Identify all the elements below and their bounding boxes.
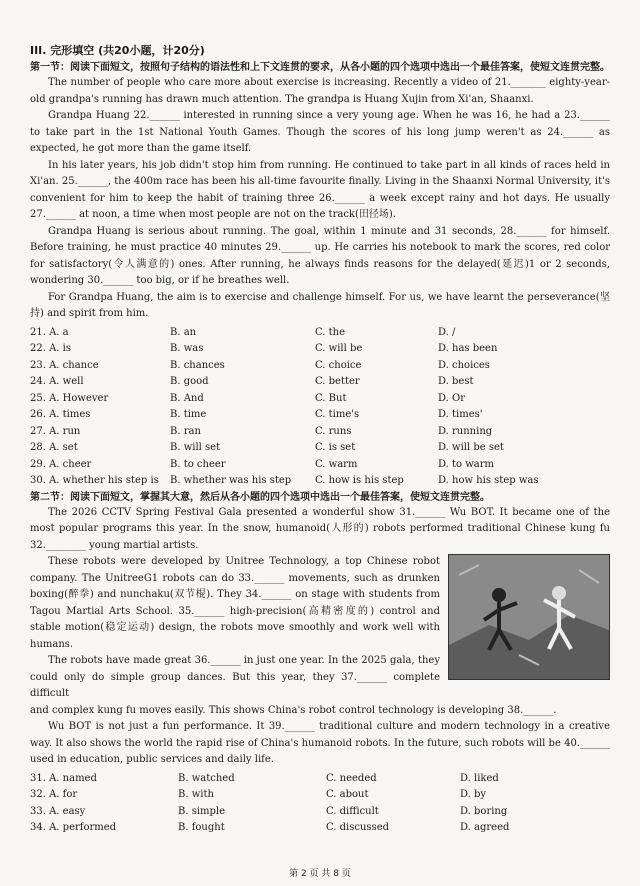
- option: B. ran: [170, 425, 201, 437]
- option: D. Or: [438, 392, 465, 404]
- options-1: [30, 325, 610, 490]
- option-row-34: [30, 820, 610, 837]
- figure-block: [30, 554, 610, 703]
- option-row-23: [30, 358, 610, 375]
- option: D. has been: [438, 343, 498, 354]
- option: C. about: [326, 789, 369, 800]
- option: C. the: [315, 326, 346, 338]
- paragraph: For Grandpa Huang, the aim is to exercise and challenge himself. For us, we have learnt the perseverance(坚持) and spirit from him.: [30, 291, 610, 319]
- option: D. by: [460, 789, 487, 800]
- option: D. liked: [460, 772, 499, 784]
- paragraph: The 2026 CCTV Spring Festival Gala presented a wonderful show 31.______ Wu BOT. It became one of the most popular programs this year. In the snow, humanoid(人形的) robots performed traditional Chinese kung fu 32.________ young martial artists.: [30, 506, 610, 551]
- paragraph: and complex kung fu moves easily. This shows China's robot control technology is developing 38.______.: [30, 704, 557, 716]
- options-2: [30, 771, 610, 837]
- option-row-29: [30, 457, 610, 474]
- option: B. chances: [170, 359, 225, 371]
- option: C. discussed: [326, 822, 390, 833]
- option: C. difficult: [326, 805, 379, 817]
- option: B. whether was his step: [170, 475, 292, 486]
- photo-illustration: [449, 555, 609, 679]
- page-footer: 第 2 页 共 8 页: [289, 869, 351, 879]
- option: B. good: [170, 376, 209, 387]
- option: 25. A. However: [30, 392, 109, 404]
- option-row-31: [30, 771, 610, 788]
- paragraph: Grandpa Huang is serious about running. The goal, within 1 minute and 31 seconds, 28.______ for himself. Before training, he must practice 40 minutes 29.______ up. He carries his notebook to mark the scores, red color for satisfactory(令人满意的) ones. After running, he always finds reasons for the delayed(延迟)1 or 2 seconds, wondering 30.______ too big, or if he breathes well.: [30, 225, 610, 286]
- option: D. how his step was: [438, 475, 539, 486]
- paragraph: The number of people who care more about exercise is increasing. Recently a video of 21._______ eighty-year-old grandpa's running has drawn much attention. The grandpa is Huang Xujin from Xi'an, Shaanxi.: [30, 77, 610, 105]
- option: D. to warm: [438, 458, 495, 470]
- section-title: III. 完形填空 (共20小题，计20分): [30, 44, 205, 57]
- option: B. fought: [178, 822, 225, 833]
- option: 33. A. easy: [30, 805, 86, 817]
- option: D. best: [438, 376, 474, 387]
- option: B. will set: [170, 442, 221, 453]
- option: 23. A. chance: [30, 359, 99, 371]
- option: B. an: [170, 326, 197, 338]
- option: C. But: [315, 392, 347, 404]
- option: B. to cheer: [170, 458, 226, 470]
- paragraph: The robots have made great 36.______ in just one year. In the 2025 gala, they could only do simple group dances. But this year, they 37.______ complete difficult: [30, 655, 440, 699]
- option: D. times': [438, 409, 483, 420]
- option: B. was: [170, 343, 204, 354]
- option: B. And: [170, 392, 204, 404]
- option: D. agreed: [460, 822, 510, 833]
- option: 21. A. a: [30, 326, 69, 338]
- exam-page: [30, 42, 610, 837]
- robot-kungfu-photo: [448, 554, 610, 680]
- option-row-32: [30, 787, 610, 804]
- option-row-21: [30, 325, 610, 342]
- paragraph: In his later years, his job didn't stop him from running. He continued to take part in all kinds of races held in Xi'an. 25.______, the 400m race has been his all-time favourite finally. Living in the Shaanxi Normal University, it's convenient for him to keep the habit of training three 26.______ a week except rainy and hot days. He usually 27.______ at noon, a time when most people are not on the track(田径场).: [30, 159, 610, 220]
- option: D. choices: [438, 359, 490, 371]
- option: B. simple: [178, 805, 226, 817]
- paragraph: Grandpa Huang 22.______ interested in running since a very young age. When he was 16, he had a 23.______ to take part in the 1st National Youth Games. Though the scores of his long jump weren't as 24.______ as expected, he got more than the game itself.: [30, 110, 610, 154]
- option-row-24: [30, 374, 610, 391]
- option: 29. A. cheer: [30, 458, 92, 470]
- option-row-28: [30, 440, 610, 457]
- option: B. time: [170, 409, 207, 420]
- option: C. needed: [326, 772, 377, 784]
- option: B. with: [178, 789, 214, 800]
- option: 26. A. times: [30, 409, 91, 420]
- option: C. runs: [315, 425, 352, 437]
- figure-text: [30, 554, 440, 703]
- option-row-26: [30, 407, 610, 424]
- option: 32. A. for: [30, 789, 78, 800]
- paragraph: Wu BOT is not just a fun performance. It 39.______ traditional culture and modern technology in a creative way. It also shows the world the rapid rise of China's humanoid robots. In the future, such robots will be 40.______ used in education, public services and daily life.: [30, 721, 610, 765]
- option: D. running: [438, 425, 493, 437]
- option: C. better: [315, 376, 360, 387]
- paragraph: These robots were developed by Unitree Technology, a top Chinese robot company. The UnitreeG1 robots can do 33.______ movements, such as drunken boxing(醉拳) and nunchaku(双节棍). They 34.______ on stage with students from Tagou Martial Arts School. 35.______ high-precision(高精密度的) control and stable motion(稳定运动) design, the robots move smoothly and work well with humans.: [30, 556, 440, 650]
- passage-1: [30, 75, 610, 323]
- option-row-22: [30, 341, 610, 358]
- option: 27. A. run: [30, 425, 81, 437]
- option: D. /: [438, 326, 456, 338]
- option: 22. A. is: [30, 343, 71, 354]
- option-row-33: [30, 804, 610, 821]
- part2-instructions: 第二节：阅读下面短文，掌握其大意，然后从各小题的四个选项中选出一个最佳答案，使短文连贯完整。: [30, 491, 490, 503]
- option: 31. A. named: [30, 772, 97, 784]
- option-row-27: [30, 424, 610, 441]
- option: C. is set: [315, 442, 356, 453]
- option: 28. A. set: [30, 442, 78, 453]
- option: C. will be: [315, 343, 363, 354]
- option: D. will be set: [438, 442, 504, 453]
- option: C. warm: [315, 458, 358, 470]
- option: C. how is his step: [315, 475, 404, 486]
- option: B. watched: [178, 772, 235, 784]
- part1-instructions: 第一节：阅读下面短文，按照句子结构的语法性和上下文连贯的要求，从各小题的四个选项中选出一个最佳答案，使短文连贯完整。: [30, 62, 610, 73]
- option: D. boring: [460, 805, 508, 817]
- option-row-25: [30, 391, 610, 408]
- option: C. choice: [315, 359, 362, 371]
- option: 34. A. performed: [30, 822, 117, 833]
- option: 24. A. well: [30, 376, 84, 387]
- option-row-30: [30, 473, 610, 490]
- option: C. time's: [315, 409, 360, 420]
- option: 30. A. whether his step is: [30, 475, 159, 486]
